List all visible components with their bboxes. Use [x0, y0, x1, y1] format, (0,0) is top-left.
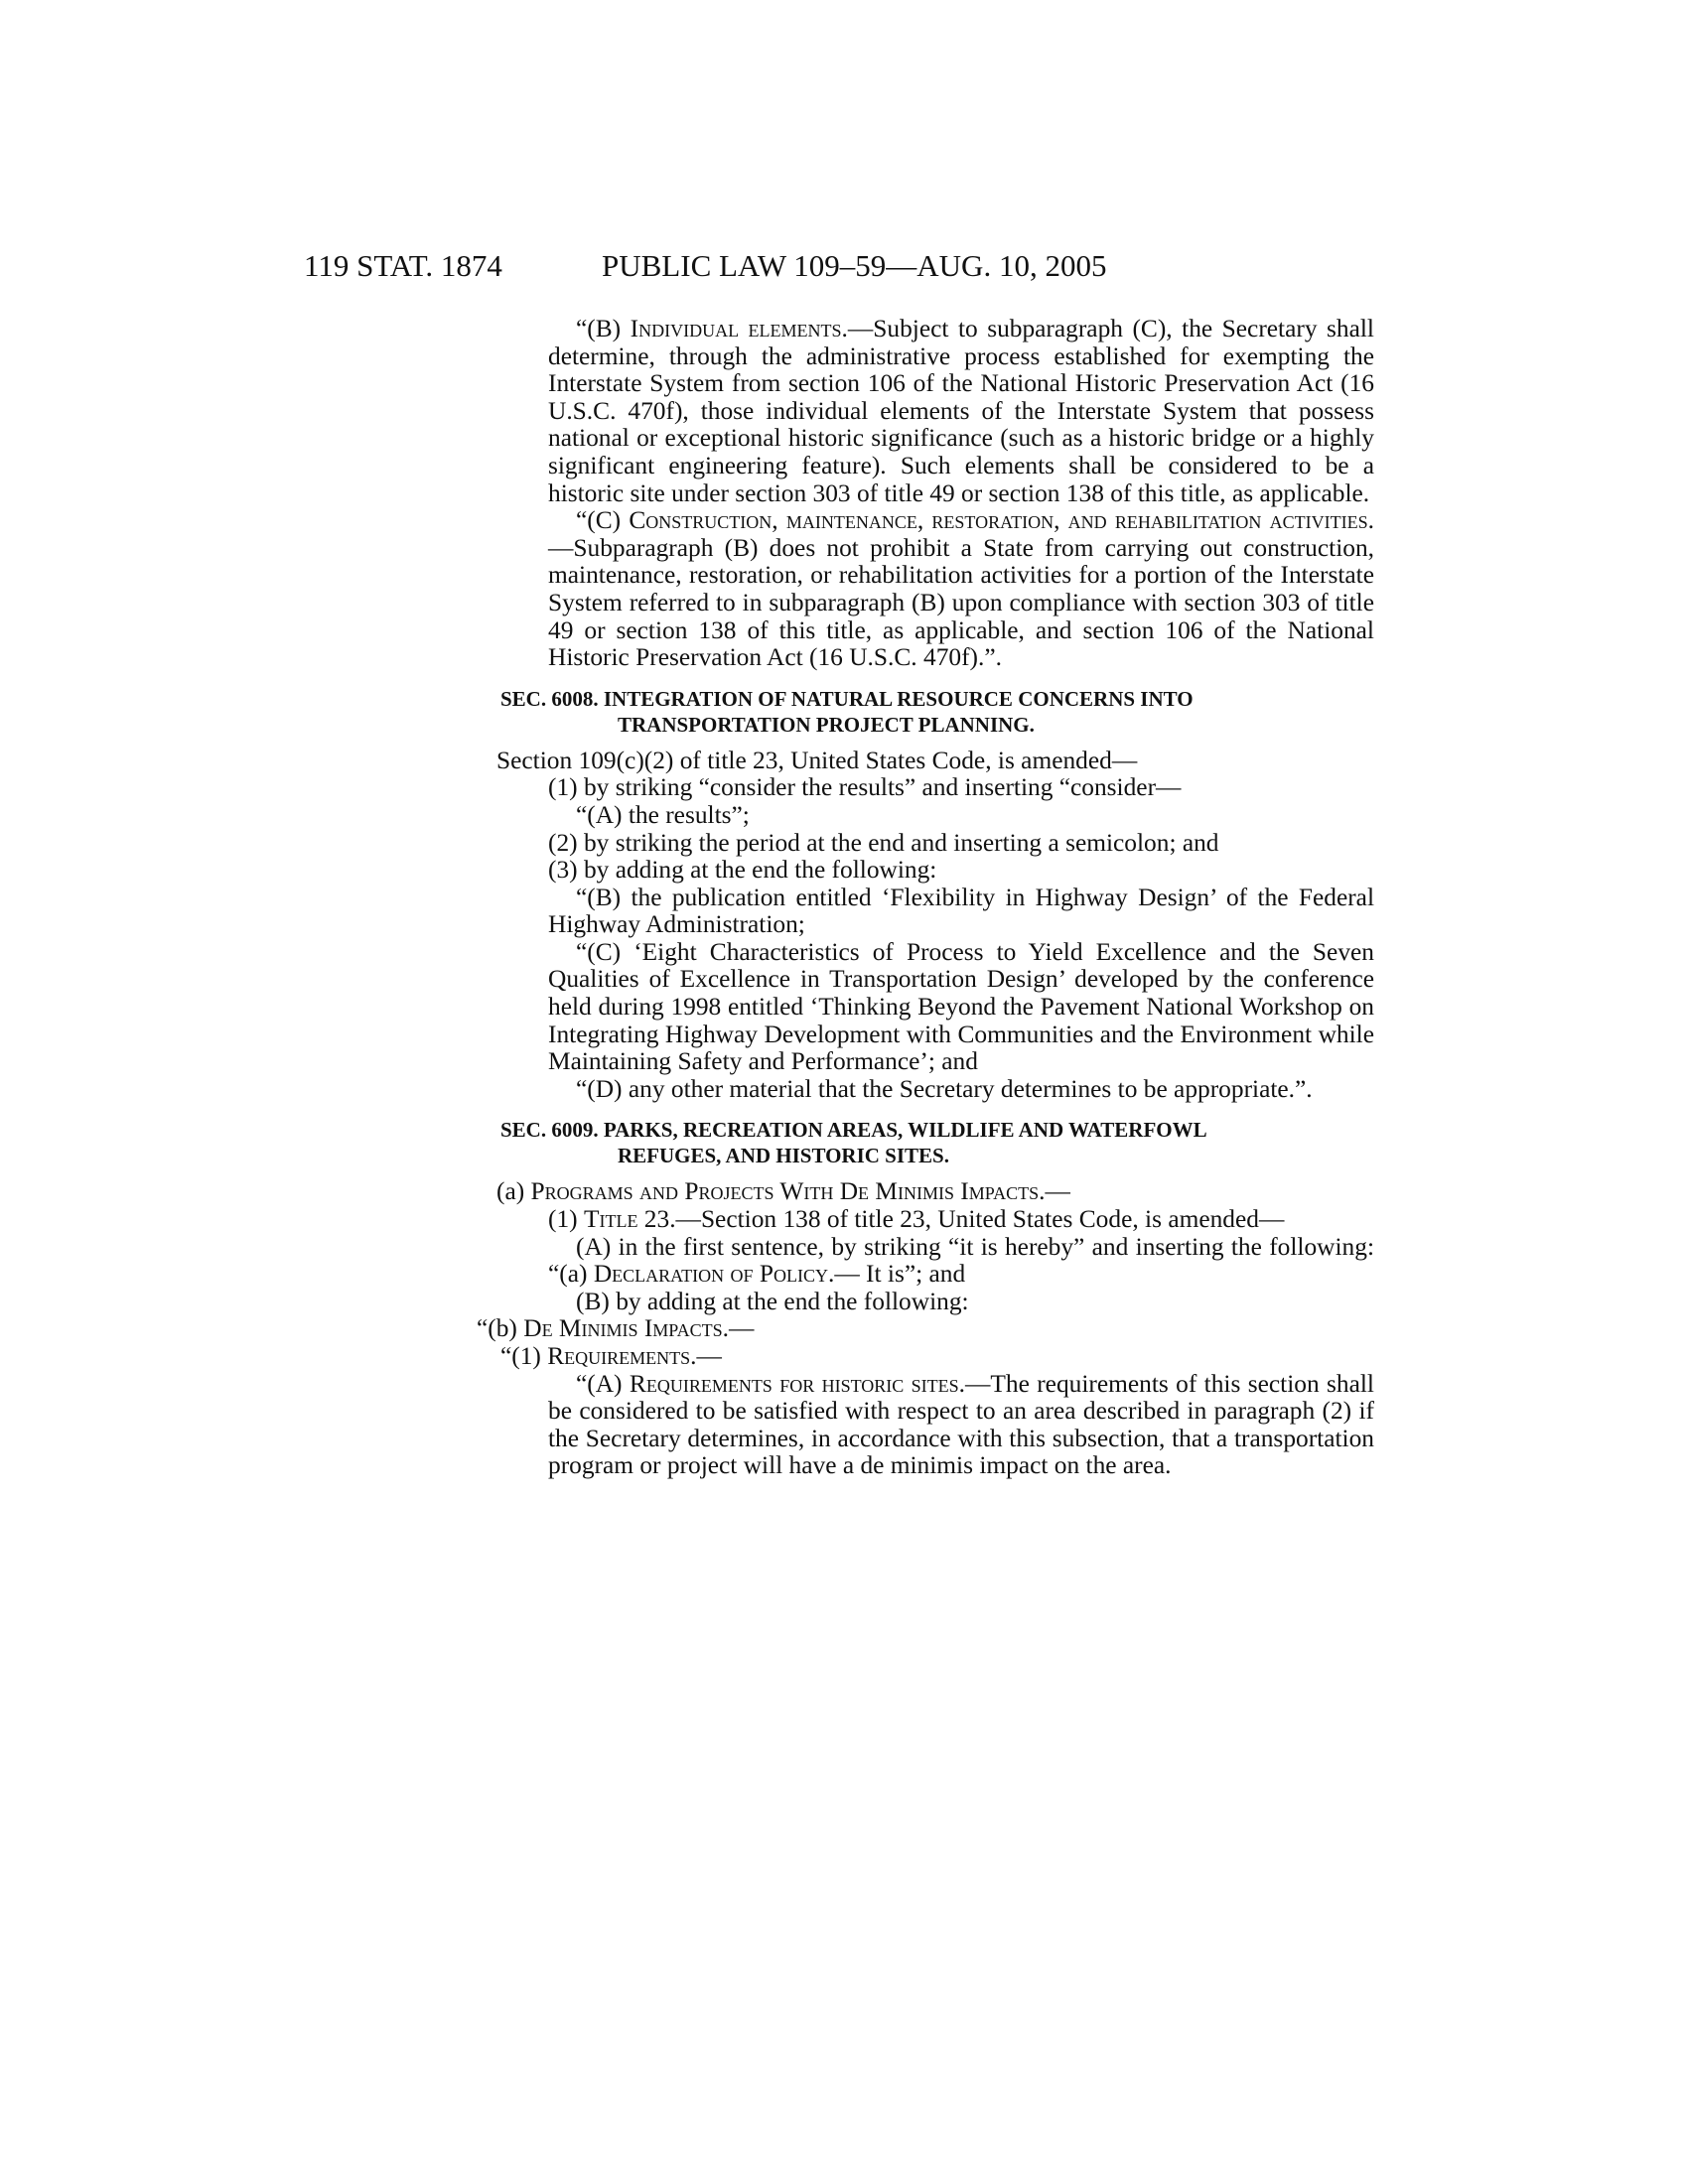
section-6009-heading [500, 1117, 1374, 1168]
section-title: TRANSPORTATION PROJECT PLANNING. [618, 712, 1035, 737]
section-6008-item-3: (3) by adding at the end the following: [548, 856, 937, 885]
section-6008-item-d: “(D) any other material that the Secretary determines to be appropriate.”. [576, 1074, 1313, 1103]
section-title: PARKS, RECREATION AREAS, WILDLIFE AND WATERFOWL [603, 1118, 1207, 1143]
subparagraph-c-construction: “(C) Construction, maintenance, restoration, and rehabilitation activities.—Subparagraph (B) does not prohibit a State from carrying out construction, maintenance, restoration, or rehabilitation activities for a portion of the Interstate System referred to in subparagraph (B) upon compliance with section 303 of title 49 or section 138 of this title, as applicable, and section 106 of the National Historic Preservation Act (16 U.S.C. 470f).”. [548, 506, 1374, 672]
section-6008-item-c: “(C) ‘Eight Characteristics of Process to Yield Excellence and the Seven Qualities of Excellence in Transportation Design’ developed by the conference held during 1998 entitled ‘Thinking Beyond the Pavement National Workshop on Integrating Highway Development with Communities and the Environment while Maintaining Safety and Performance’; and [548, 937, 1374, 1076]
section-6008-heading [500, 686, 1374, 738]
section-6009-subsection-a: (a) Programs and Projects With De Minimis Impacts.— [496, 1177, 1070, 1206]
document-body [477, 315, 1374, 1480]
quoted-subparagraph-a: “(A) Requirements for historic sites.—The requirements of this section shall be considered to be satisfied with respect to an area described in paragraph (2) if the Secretary determines, in accordance with this subsection, that a transportation program or project will have a de minimis impact on the area. [548, 1369, 1374, 1480]
stat-citation: 119 STAT. 1874 [304, 248, 502, 283]
quoted-subsection-b: “(b) De Minimis Impacts.— [477, 1314, 755, 1343]
subparagraph-heading: Individual elements [630, 315, 842, 342]
page-header [304, 244, 1416, 288]
section-6009-subparagraph-a: (A) in the first sentence, by striking “it is hereby” and inserting the following: “(a) Declaration of Policy.— It is”; and [548, 1232, 1374, 1289]
section-6008-intro: Section 109(c)(2) of title 23, United States Code, is amended— [496, 746, 1138, 774]
section-6009-subparagraph-b: (B) by adding at the end the following: [576, 1287, 969, 1315]
subparagraph-b-individual-elements: “(B) Individual elements.—Subject to subparagraph (C), the Secretary shall determine, through the administrative process established for exempting the Interstate System from section 106 of the National Historic Preservation Act (16 U.S.C. 470f), those individual elements of the Interstate System that possess national or exceptional historic significance (such as a historic bridge or a highly significant engineering feature). Such elements shall be considered to be a historic site under section 303 of title 49 or section 138 of this title, as applicable. [548, 315, 1374, 507]
subparagraph-heading: Construction, maintenance, restoration, and rehabilitation activities [629, 506, 1368, 535]
section-title: INTEGRATION OF NATURAL RESOURCE CONCERNS INTO [603, 686, 1194, 711]
section-6008-item-b: “(B) the publication entitled ‘Flexibility in Highway Design’ of the Federal Highway Administration; [548, 883, 1374, 939]
section-6008-item-1a: “(A) the results”; [576, 800, 750, 829]
section-title: REFUGES, AND HISTORIC SITES. [618, 1144, 949, 1168]
section-6008-item-2: (2) by striking the period at the end and inserting a semicolon; and [548, 828, 1219, 857]
law-citation: PUBLIC LAW 109–59—AUG. 10, 2005 [602, 248, 1107, 283]
section-6008-item-1: (1) by striking “consider the results” and inserting “consider— [548, 773, 1182, 802]
section-number: SEC. 6009. [500, 1118, 599, 1143]
section-6009-paragraph-1: (1) Title 23.—Section 138 of title 23, United States Code, is amended— [548, 1205, 1285, 1234]
section-number: SEC. 6008. [500, 686, 599, 711]
quoted-paragraph-1: “(1) Requirements.— [500, 1342, 722, 1370]
